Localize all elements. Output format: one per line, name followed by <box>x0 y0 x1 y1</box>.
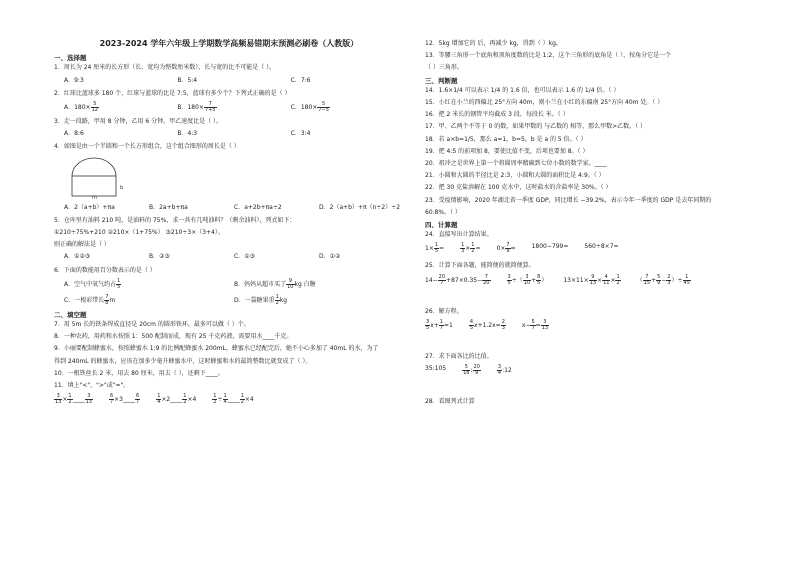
calc-item: $\frac{3}{5}$ ÷（ $\frac{3}{10}$ + $\frac{8}{5}$ ） <box>507 273 548 286</box>
question-4-options <box>64 204 404 212</box>
option: B．②③ <box>149 253 170 261</box>
question-16: 16．把 2 米长的钢管平均截成 3 段，每段长 米。（ ） <box>425 111 569 119</box>
compare-item: $\frac{3}{13}$ × $\frac{1}{2}$ ____ $\frac{3}{13}$ <box>55 393 92 406</box>
option: A．8:6 <box>64 130 84 138</box>
ratio-item: 35:105 <box>425 365 447 373</box>
ratio-item: $\frac{3}{4}$ :12 <box>497 364 512 377</box>
option: D．2（a+b）+π（n÷2）÷2 <box>319 203 401 211</box>
question-23-line2: 60.8%。（ ） <box>425 208 461 216</box>
calc-item: 0× $\frac{7}{9}$ = <box>496 242 516 255</box>
equation-item: $\frac{3}{5}$ x+ $\frac{1}{7}$ =1 <box>426 318 453 331</box>
question-28: 28．看图列式计算 <box>425 398 475 406</box>
question-1-options <box>64 77 404 85</box>
calc-item: 560÷8×7= <box>584 243 619 251</box>
question-1: 1．周长为 24 厘米的长方形（长、宽均为整数厘米数），长与宽的比不可能是（ ）。 <box>54 64 276 72</box>
question-8: 8．一种农药，用药和水按照 1：500 配制而成，现有 25 千克药液，需要用水____千克。 <box>54 333 293 341</box>
question-27-items <box>425 365 770 376</box>
compare-item: $\frac{1}{2}$ ÷ $\frac{1}{4}$ ____ $\frac{1}{2}$ ×4 <box>213 393 254 406</box>
question-9-line1: 9．小丽要配制蜂蜜水，按照蜂蜜水 1:9 的比例配蜂蜜水 200mL，蜂蜜水已经配完后，她不小心多加了 40mL 的水，为了 <box>54 345 379 353</box>
question-2-options <box>64 102 404 113</box>
question-11: 11．填上"<"、">"或"="。 <box>54 382 130 390</box>
option: B．4:3 <box>177 130 198 138</box>
question-13-line1: 13．等腰三角形一个底角和顶角度数的比是 1:2，这个三角形的底角是（ ），按角分它是一个 <box>425 52 672 60</box>
option: A．空气中氧气约占 $\frac{1}{5}$ <box>64 277 121 290</box>
question-12: 12．5kg 增加它的 后，再减少 kg，得到（ ）kg。 <box>425 40 562 47</box>
section-judge: 三、判断题 <box>425 76 458 85</box>
question-5: 5．仓库里有油料 210 吨，是油料的 75%，求一共有几吨油料？（剩余油料），列式如下： <box>54 216 296 224</box>
question-6-options-row1 <box>64 279 404 290</box>
question-5-options <box>64 253 404 261</box>
section-calc: 四、计算题 <box>425 221 458 230</box>
section-fill: 二、填空题 <box>54 310 87 319</box>
option: C．3:4 <box>290 130 311 138</box>
equation-item: $\frac{4}{5}$ x+1.2x= $\frac{2}{3}$ <box>469 318 505 331</box>
page-title: 2023-2024 学年六年级上学期数学高频易错期末预测必刷卷（人教版） <box>99 39 359 48</box>
option: D．一袋糖果重 $\frac{1}{2}$ kg <box>234 293 288 306</box>
question-13-line2: （ ）三角形。 <box>425 64 463 72</box>
equation-item: x− $\frac{5}{7}$ = $\frac{3}{13}$ <box>521 318 549 331</box>
option: B．180× $\frac{7}{7+5}$ <box>177 101 216 114</box>
question-6-options-row2 <box>64 295 404 306</box>
question-24-items <box>425 243 770 254</box>
question-2: 2．红球比蓝球多 180 个，红球与蓝球的比是 7:5，蓝球有多少个？下列式正确的是（ ） <box>54 89 291 97</box>
question-3-options <box>64 130 404 138</box>
option: A．180× $\frac{5}{12}$ <box>64 101 98 114</box>
question-22: 22．把 30 克盐溶解在 100 克水中，这时盐水的含盐率是 30%。（ ） <box>425 184 612 192</box>
option: A．2（a+b）+πa <box>64 203 115 211</box>
question-26: 26．解方程。 <box>425 307 463 315</box>
ratio-item: $\frac{5}{18}$ : $\frac{20}{9}$ <box>463 364 480 377</box>
compare-item: $\frac{6}{7}$ ×3____ $\frac{6}{7}$ <box>109 393 140 406</box>
left-column <box>54 40 404 413</box>
question-27: 27．求下面各比的比值。 <box>425 352 493 360</box>
question-21: 21．小圆和大圆的半径比是 2:3，小圆和大圆的面积比是 4:9。（ ） <box>425 172 605 180</box>
question-11-items <box>54 394 404 405</box>
option: C．7:6 <box>290 76 311 84</box>
question-4: 4．如图是由一个半圆和一个长方形组合，这个组合图形的周长是（ ） <box>54 143 240 151</box>
question-26-items <box>425 320 770 331</box>
section-choice: 一、选择题 <box>54 54 87 63</box>
question-17: 17．甲、乙两个不等于 0 的数，如果甲数的 与乙数的 相等，那么甲数>乙数。（ ） <box>425 123 647 131</box>
question-23-line1: 23．受疫情影响，2020 年湖北省一季度 GDP，同比增长 −39.2%，表示今年一季度的 GDP 是去年同期的 <box>425 196 712 204</box>
question-7: 7．用 5m 长的铁条焊成直径是 20cm 的圆形铁环，最多可以做（ ）个。 <box>54 321 250 329</box>
question-10: 10．一根铁丝长 2 米，用去 80 厘米，用去（ ），还剩下____。 <box>54 369 224 377</box>
option: C．a+2b+πa÷2 <box>234 203 282 211</box>
calc-item: 1× $\frac{1}{5}$ = <box>425 242 445 255</box>
figure-label-b: b <box>120 184 124 191</box>
question-25: 25．计算下面各题，能简便的就简便算。 <box>425 262 535 270</box>
question-15: 15．小红在小兰的西偏北 25°方向 40m，则小兰在小红的东偏南 25°方向 40m 处。（ ） <box>425 99 664 107</box>
semicircle-rectangle-figure <box>64 156 184 200</box>
question-19: 19．把 4:5 的前项加 8，要使比值不变，后项也要加 8。（ ） <box>425 147 589 155</box>
question-6: 6．下面的数能用百分数表示的是（ ） <box>54 266 156 274</box>
option: C．一根彩带长 $\frac{7}{8}$ m <box>64 293 116 306</box>
calc-item: 14− $\frac{20}{7}$ +87×0.35− $\frac{7}{20}$ <box>425 273 490 286</box>
calc-item: （ $\frac{7}{15}$ + $\frac{5}{9}$ − $\frac{2}{3}$ ）÷ $\frac{1}{45}$ <box>636 273 690 286</box>
question-18: 18．若 a×b=1/5，那么 a=1，b=5，b 是 a 的 5 倍。（ ） <box>425 135 587 143</box>
calc-item: 1800−799= <box>531 243 569 251</box>
calc-item: 13×11× $\frac{9}{13}$ × $\frac{4}{11}$ × $\frac{1}{2}$ <box>563 273 620 286</box>
question-9-line2: 得到 240mL 的蜂蜜水，应该在加多少毫升蜂蜜水中，这时蜂蜜和水的最简整数比就变成了（ ）。 <box>54 357 312 365</box>
question-25-items <box>425 275 770 286</box>
compare-item: $\frac{1}{4}$ ×2____ $\frac{1}{2}$ ×4 <box>157 393 197 406</box>
option: D．①② <box>319 253 341 261</box>
option: A．①②③ <box>64 253 91 261</box>
option: B．5:4 <box>177 76 198 84</box>
option: B．2a+b+πa <box>149 203 188 211</box>
question-5-formulas: ①210÷75%+210 ②210×（1+75%） ③210÷3×（3+4）。 <box>54 229 224 237</box>
question-3: 3．走一段路，甲用 8 分钟，乙用 6 分钟。甲乙速度比是（ ）。 <box>54 118 222 126</box>
right-column <box>425 40 770 410</box>
figure-label-m: m <box>92 194 97 200</box>
option: B．妈妈从超市买了 $\frac{9}{10}$ kg 白糖 <box>234 277 316 290</box>
option: C．①③ <box>234 253 255 261</box>
question-5-note: 则正确的解法是（ ） <box>54 241 110 249</box>
option: A．9:3 <box>64 76 84 84</box>
option: C．180× $\frac{5}{7-5}$ <box>290 101 329 114</box>
question-20: 20．祖冲之是世界上第一个将圆周率精确到七位小数的数学家。____ <box>425 160 607 168</box>
calc-item: $\frac{1}{3}$ × $\frac{1}{2}$ = <box>461 242 481 255</box>
question-24: 24．直接写出计算结果。 <box>425 231 493 239</box>
question-14: 14．1.6×1/4 可以表示 1/4 的 1.6 倍，也可以表示 1.6 的 1/4 倍。（ ） <box>425 86 620 94</box>
